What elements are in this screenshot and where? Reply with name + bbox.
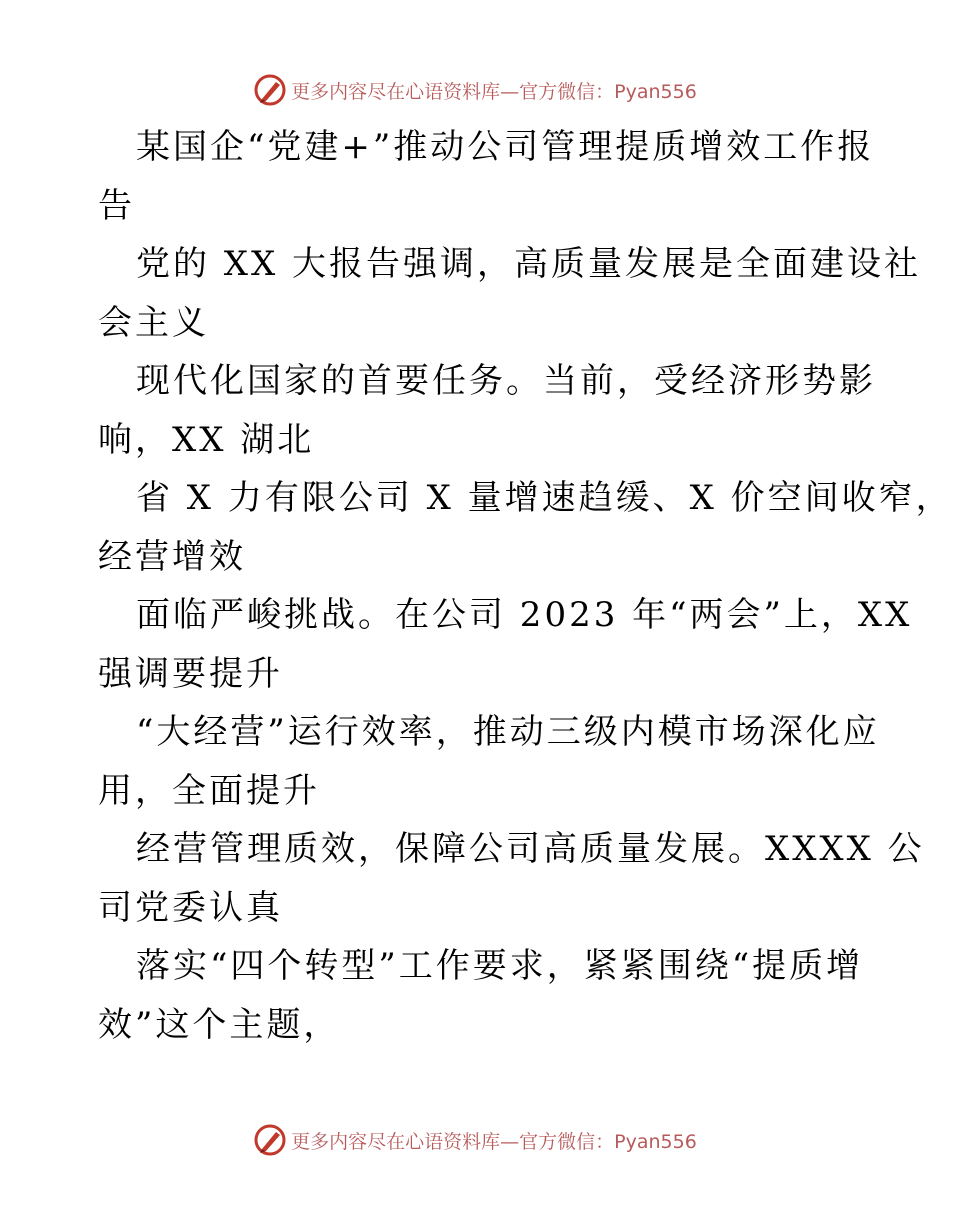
pen-logo-icon [253, 1123, 287, 1157]
footer-banner-handle: Pyan556 [614, 1130, 697, 1153]
pen-logo-icon [253, 73, 287, 107]
body-line: 告 [98, 185, 135, 226]
body-line: 面临严峻挑战。在公司 2023 年“两会”上，XX [136, 595, 913, 635]
body-line: 会主义 [98, 302, 209, 343]
body-line: 强调要提升 [98, 653, 283, 694]
footer-banner-text: 更多内容尽在心语资料库—官方微信：Pyan556 [291, 1130, 697, 1153]
body-line: 经营管理质效，保障公司高质量发展。XXXX 公 [136, 829, 925, 869]
body-line: 用，全面提升 [98, 770, 320, 811]
body-line: 党的 XX 大报告强调，高质量发展是全面建设社 [136, 244, 922, 284]
body-line: 经营增效 [98, 536, 246, 577]
body-line: 落实“四个转型”工作要求，紧紧围绕“提质增 [136, 946, 864, 986]
footer-banner [0, 1120, 950, 1160]
body-line: 司党委认真 [98, 887, 283, 928]
header-banner [0, 70, 950, 110]
body-line: “大经营”运行效率，推动三级内模市场深化应 [136, 712, 880, 752]
document-body [98, 118, 953, 1054]
body-line: 省 X 力有限公司 X 量增速趋缓、X 价空间收窄， [136, 478, 953, 518]
header-banner-text: 更多内容尽在心语资料库—官方微信：Pyan556 [291, 80, 697, 103]
body-line: 效”这个主题， [98, 1004, 341, 1045]
body-line: 现代化国家的首要任务。当前，受经济形势影 [136, 361, 876, 401]
header-banner-handle: Pyan556 [614, 80, 697, 103]
body-line: 响，XX 湖北 [98, 419, 315, 460]
body-line: 某国企“党建+”推动公司管理提质增效工作报 [136, 127, 875, 167]
